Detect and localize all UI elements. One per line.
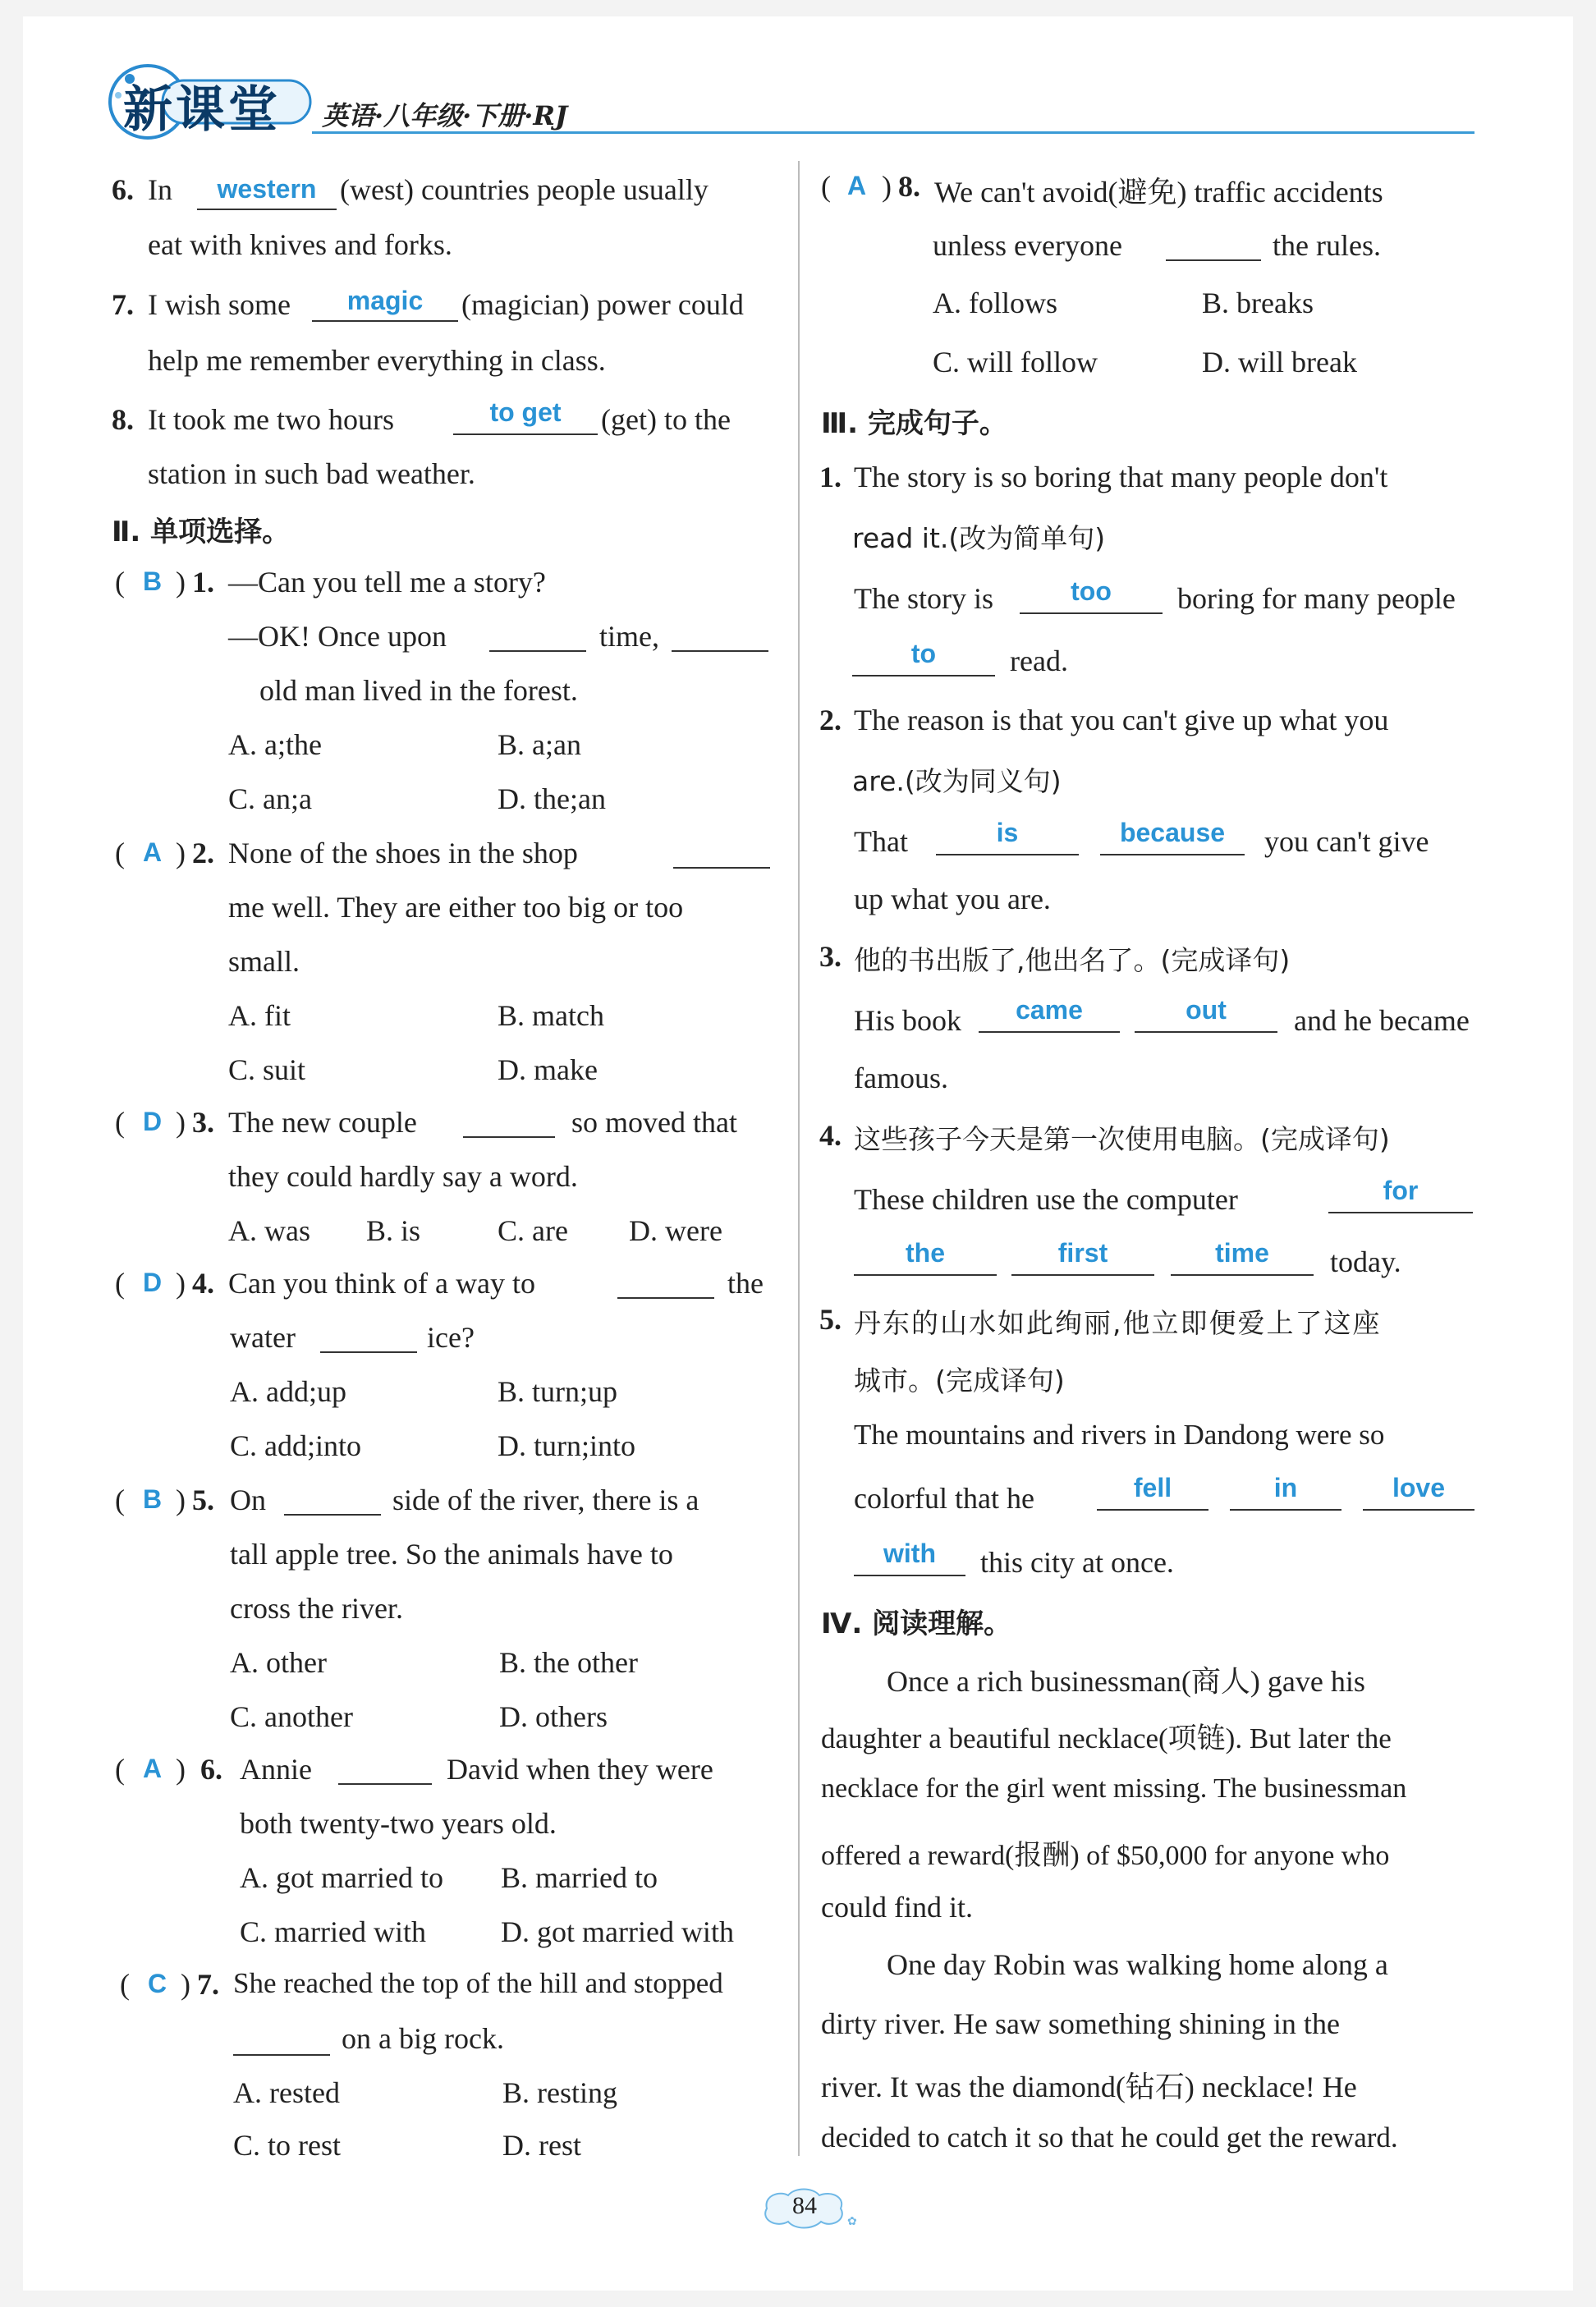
question-text: on a big rock. [342, 2022, 504, 2055]
question-text: None of the shoes in the shop [228, 837, 578, 869]
item-text: These children use the computer [854, 1183, 1238, 1216]
option-a: A. other [230, 1646, 327, 1679]
answer-text: western [217, 174, 317, 204]
item-text: In [148, 173, 172, 206]
workbook-page: 新课堂 英语·八年级·下册·RJ 6. In western (west) countries people usually eat with knives and forks. 7. I wish some magic (magician) power could help me remember everything in class. 8. It took me two hours to get (get) to the station in such bad weather. Ⅱ. 单项选择。 ( B ) 1. —Can you tell me a story? —OK! Once upon time, old man lived in the forest. A. a;the B. a;an C. an;a D. the;an ( A ) 2. None of the shoes in the shop me well. They are either too big or too small. A. fit B. match C. suit D. make ( D ) 3. The new couple so moved that they could hardly say a word. A. was B. is C. are D. were ( D ) 4. Can you think of a way to the water ice? A. add;up B. turn;up C. add;into D. turn;into ( B ) 5. On side of the river, there is a tall apple tree. So the animals have to cross the river. A. other B. the other C. another D. others ( A ) 6. Annie David when they were both twenty-two years old. A. got married to B. married to C. married with D. got married with ( C ) 7. She reached the top of the hill and stopped on a big rock. A. rested B. resting C. to rest D. rest ( A ) 8. We can't avoid(避免) traffic accidents unless everyone the rules. A. follows B. breaks C. will follow D. will break Ⅲ. 完成句子。 1. The story is so boring that many people don't read it.(改为简单句) The story is too boring for many people to read. 2. The reason is that you can't give up what you are.(改为同义句) That is because you can't give up what you are. 3. 他的书出版了,他出名了。(完成译句) His book came out and he became famous. 4. 这些孩子今天是第一次使用电脑。(完成译句) These children use the computer for the first time today. 5. 丹东的山水如此绚丽,他立即便爱上了这座 城市。(完成译句) The mountains and rivers in Dandong were so colorful that he fell in love with this city at once. Ⅳ. 阅读理解。 Once a rich businessman(商人) gave his daughter a beautiful necklace(项链). But later the necklace for the girl went missing. The businessman offered a reward(报酬) of $50,000 for anyone who could find it. One day Robin was walking home along a dirty river. He saw something shining in the river. It was the diamond(钻石) necklace! He decided to catch it so that he could get the reward. ✿ 84 [0, 0, 1596, 2307]
question-text: cross the river. [230, 1592, 403, 1625]
option-b: B. a;an [498, 728, 581, 761]
option-b: B. married to [501, 1861, 658, 1894]
item-number: 8. [898, 170, 920, 203]
answer-text: with [883, 1539, 936, 1568]
blank [617, 1264, 714, 1299]
item-number: 2. [192, 837, 214, 869]
option-d: D. the;an [498, 782, 606, 815]
question-text: We can't avoid(避免) traffic accidents [934, 176, 1383, 209]
section-title: Ⅲ. 完成句子。 [821, 407, 1007, 440]
item-text: are.(改为同义句) [852, 765, 1062, 797]
option-d: D. turn;into [498, 1429, 635, 1462]
item-number: 5. [819, 1303, 842, 1336]
blank [233, 2021, 330, 2056]
column-divider [798, 161, 800, 2156]
answer-blank [1100, 818, 1245, 855]
answer-letter: A [143, 837, 163, 867]
question-text: side of the river, there is a [392, 1484, 699, 1516]
item-number: 8. [112, 403, 134, 436]
question-text: me well. They are either too big or too [228, 891, 684, 924]
answer-text: magic [346, 286, 424, 315]
option-a: A. was [228, 1214, 310, 1247]
item-text: eat with knives and forks. [148, 228, 452, 261]
answer-letter: B [143, 566, 163, 596]
answer-text: time [1215, 1238, 1269, 1268]
question-text: David when they were [447, 1753, 713, 1786]
passage-line: offered a reward(报酬) of $50,000 for anyone who [821, 1841, 1390, 1871]
item-number: 4. [819, 1119, 842, 1152]
section-title: Ⅳ. 阅读理解。 [821, 1608, 1012, 1640]
option-a: A. a;the [228, 728, 322, 761]
answer-letter: A [143, 1754, 163, 1783]
item-number: 3. [192, 1106, 214, 1139]
question-text: On [230, 1484, 266, 1516]
header-rule [312, 131, 1474, 134]
item-text: 他的书出版了,他出名了。(完成译句) [854, 944, 1291, 976]
item-number: 5. [192, 1484, 214, 1516]
item-number: 7. [112, 288, 134, 321]
item-text: The story is so boring that many people don't [854, 461, 1388, 493]
question-text: small. [228, 945, 300, 978]
question-text: so moved that [571, 1106, 737, 1139]
page-number: 84 [792, 2192, 817, 2219]
option-a: A. fit [228, 999, 291, 1032]
question-text: old man lived in the forest. [259, 674, 578, 707]
question-text: the [727, 1267, 764, 1300]
answer-text: came [1016, 995, 1083, 1025]
passage-line: could find it. [821, 1891, 973, 1924]
question-text: both twenty-two years old. [240, 1807, 557, 1840]
option-d: D. rest [502, 2129, 581, 2162]
answer-text: first [1057, 1238, 1108, 1268]
option-d: D. got married with [501, 1915, 734, 1948]
item-text: 城市。(完成译句) [854, 1364, 1065, 1397]
subject-line: 英语·八年级·下册·RJ [322, 100, 568, 131]
item-number: 7. [197, 1968, 219, 2001]
answer-text: is [996, 818, 1019, 847]
item-number: 3. [819, 940, 842, 973]
item-number: 6. [200, 1753, 222, 1786]
answer-blank [1020, 576, 1163, 614]
option-d: D. others [499, 1700, 608, 1733]
item-text: That [854, 825, 908, 858]
option-a: A. rested [233, 2076, 340, 2109]
item-text: help me remember everything in class. [148, 344, 606, 377]
answer-blank [1135, 995, 1277, 1033]
logo-text: 新课堂 [123, 81, 281, 139]
answer-blank [197, 174, 337, 210]
blank [463, 1103, 555, 1138]
option-c: C. suit [228, 1053, 306, 1086]
answer-blank [854, 1539, 965, 1576]
question-text: —Can you tell me a story? [228, 566, 546, 599]
item-number: 2. [819, 704, 842, 736]
passage-line: daughter a beautiful necklace(项链). But later the [821, 1722, 1392, 1754]
item-number: 6. [112, 173, 134, 206]
answer-letter: A [847, 171, 867, 200]
question-text: ice? [427, 1321, 475, 1354]
passage-line: river. It was the diamond(钻石) necklace! He [821, 2071, 1357, 2103]
item-number: 1. [819, 461, 842, 493]
answer-text: in [1273, 1473, 1298, 1502]
item-text: up what you are. [854, 883, 1051, 915]
answer-text: to get [489, 397, 562, 427]
answer-text: too [1071, 576, 1112, 606]
item-text: colorful that he [854, 1482, 1034, 1515]
blank [320, 1319, 417, 1353]
option-c: C. another [230, 1700, 353, 1733]
item-text: (west) countries people usually [340, 173, 709, 206]
answer-letter: D [143, 1268, 163, 1297]
question-text: Annie [240, 1753, 312, 1786]
question-text: tall apple tree. So the animals have to [230, 1538, 673, 1571]
option-c: C. to rest [233, 2129, 341, 2162]
item-number: 4. [192, 1267, 214, 1300]
passage-line: Once a rich businessman(商人) gave his [887, 1665, 1365, 1698]
item-text: (magician) power could [461, 288, 744, 321]
item-text: and he became [1294, 1004, 1470, 1037]
item-text: 这些孩子今天是第一次使用电脑。(完成译句) [854, 1123, 1390, 1155]
answer-text: fell [1133, 1473, 1172, 1502]
answer-letter: C [148, 1969, 167, 1998]
option-c: C. will follow [933, 346, 1098, 378]
svg-text:✿: ✿ [847, 2216, 857, 2228]
item-text: The mountains and rivers in Dandong were so [854, 1419, 1385, 1451]
option-c: C. an;a [228, 782, 312, 815]
item-text: I wish some [148, 288, 291, 321]
option-a: A. add;up [230, 1375, 346, 1408]
passage-line: dirty river. He saw something shining in the [821, 2007, 1340, 2040]
answer-blank [1363, 1473, 1474, 1511]
section-title: Ⅱ. 单项选择。 [112, 516, 291, 548]
option-b: B. the other [499, 1646, 638, 1679]
answer-letter: B [143, 1484, 163, 1514]
blank [284, 1481, 381, 1516]
option-b: B. turn;up [498, 1375, 618, 1408]
answer-letter: D [143, 1107, 163, 1136]
passage-line: necklace for the girl went missing. The businessman [821, 1773, 1407, 1804]
question-text: water [230, 1321, 296, 1354]
question-text: they could hardly say a word. [228, 1160, 578, 1193]
answer-blank [1097, 1473, 1208, 1511]
option-d: D. make [498, 1053, 598, 1086]
passage-line: One day Robin was walking home along a [887, 1948, 1388, 1981]
blank [338, 1750, 432, 1785]
question-text: time, [599, 620, 659, 653]
answer-blank [1328, 1176, 1473, 1213]
question-text: the rules. [1273, 229, 1381, 262]
item-text: today. [1330, 1245, 1401, 1278]
option-b: B. breaks [1202, 287, 1314, 319]
question-text: The new couple [228, 1106, 417, 1139]
item-text: read. [1010, 644, 1068, 677]
item-text: station in such bad weather. [148, 457, 475, 490]
option-d: D. will break [1202, 346, 1357, 378]
question-text: unless everyone [933, 229, 1122, 262]
answer-blank [1230, 1473, 1341, 1511]
answer-text: to [910, 639, 937, 668]
answer-blank [936, 818, 1079, 855]
answer-text: the [906, 1238, 945, 1268]
answer-text: love [1392, 1473, 1446, 1502]
item-text: 丹东的山水如此绚丽,他立即便爱上了这座 [854, 1307, 1382, 1339]
option-b: B. is [366, 1214, 421, 1247]
answer-text: for [1383, 1176, 1419, 1205]
item-text: boring for many people [1177, 582, 1456, 615]
option-a: A. follows [933, 287, 1057, 319]
option-c: C. add;into [230, 1429, 361, 1462]
blank [1166, 227, 1261, 261]
option-b: B. resting [502, 2076, 617, 2109]
question-text: She reached the top of the hill and stopped [233, 1967, 723, 1999]
answer-blank [852, 639, 995, 677]
option-c: C. married with [240, 1915, 426, 1948]
blank [673, 834, 770, 869]
answer-blank [312, 286, 458, 322]
item-text: His book [854, 1004, 962, 1037]
answer-blank [453, 397, 598, 435]
answer-text: because [1119, 818, 1226, 847]
item-text: you can't give [1264, 825, 1429, 858]
option-d: D. were [629, 1214, 722, 1247]
answer-blank [979, 995, 1120, 1033]
answer-blank [1171, 1238, 1314, 1276]
item-text: (get) to the [601, 403, 731, 436]
option-c: C. are [498, 1214, 568, 1247]
blank [489, 617, 586, 652]
item-text: this city at once. [980, 1546, 1174, 1579]
item-text: The reason is that you can't give up what you [854, 704, 1389, 736]
blank [672, 617, 768, 652]
question-text: Can you think of a way to [228, 1267, 535, 1300]
answer-text: out [1186, 995, 1227, 1025]
item-text: famous. [854, 1062, 948, 1094]
question-text: —OK! Once upon [228, 620, 447, 653]
item-number: 1. [192, 566, 214, 599]
passage-line: decided to catch it so that he could get the reward. [821, 2121, 1398, 2153]
item-text: read it.(改为简单句) [852, 522, 1106, 554]
answer-blank [854, 1238, 997, 1276]
option-a: A. got married to [240, 1861, 443, 1894]
item-text: It took me two hours [148, 403, 394, 436]
answer-blank [1011, 1238, 1154, 1276]
option-b: B. match [498, 999, 604, 1032]
item-text: The story is [854, 582, 993, 615]
